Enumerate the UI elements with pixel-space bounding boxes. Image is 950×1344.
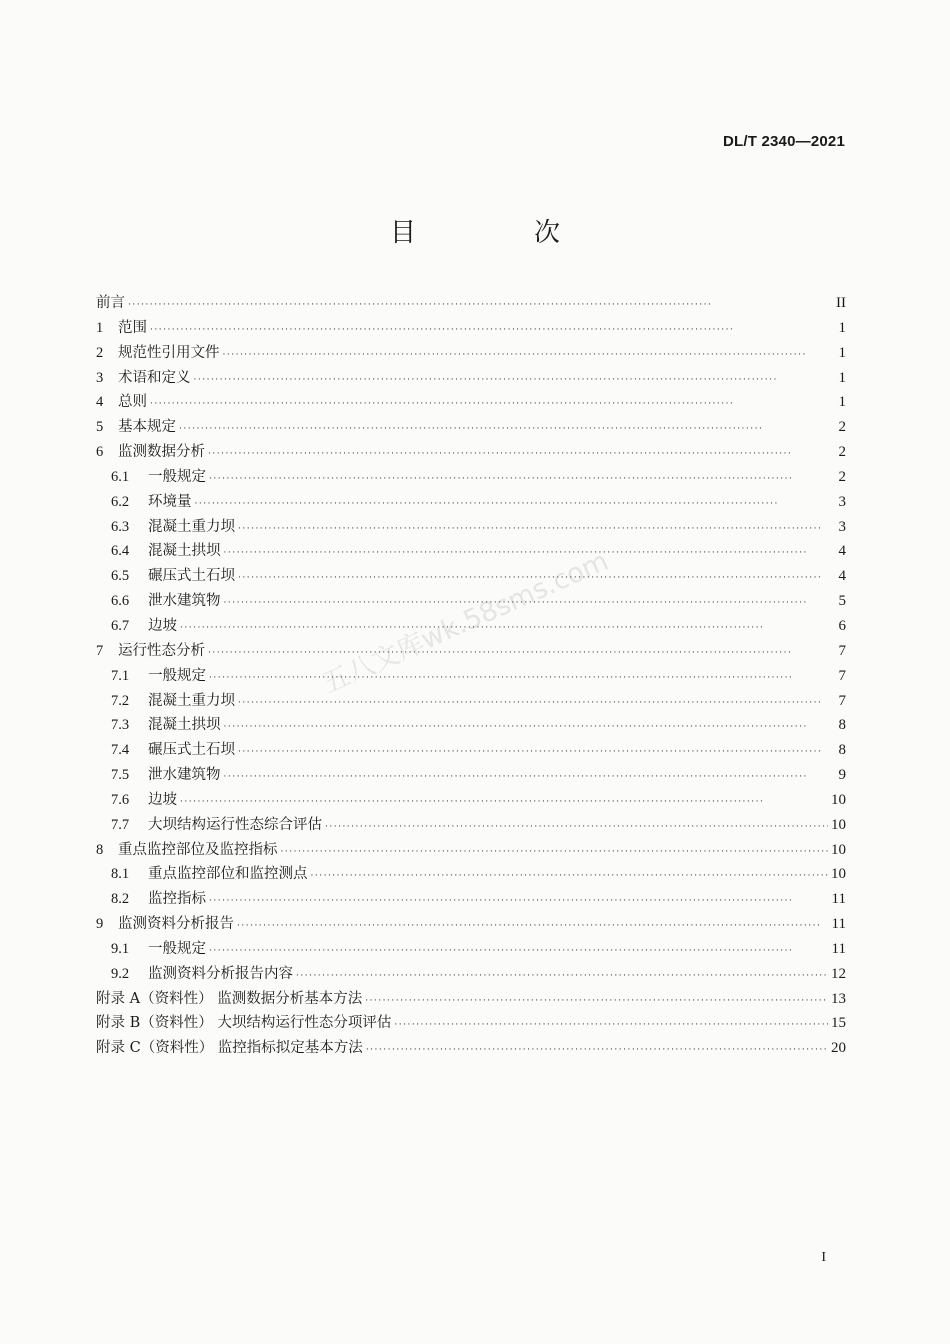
toc-entry[interactable] [96, 440, 846, 465]
toc-entry[interactable] [96, 366, 846, 391]
toc-entry-page: II [836, 295, 846, 311]
toc-entry-title: 基本规定 [118, 419, 176, 436]
toc-entry[interactable] [96, 614, 846, 639]
toc-entry-number: 8.1 [111, 866, 130, 883]
toc-entry[interactable] [96, 987, 846, 1012]
toc-entry-page: 7 [838, 692, 846, 709]
toc-entry-number: 3 [96, 369, 104, 386]
dot-leader [179, 417, 833, 442]
toc-entry-title: 监测资料分析报告内容 [148, 965, 293, 982]
toc-entry-number: 7.1 [111, 667, 130, 684]
dot-leader [224, 715, 834, 740]
toc-entry-number: 9.2 [111, 965, 130, 982]
toc-entry[interactable] [96, 316, 846, 341]
toc-entry-page: 9 [838, 767, 846, 784]
toc-entry-number: 6.1 [111, 468, 130, 485]
toc-entry-title: 环境量 [148, 493, 192, 510]
toc-entry[interactable] [96, 713, 846, 738]
dot-leader [238, 740, 833, 765]
toc-entry-number: 6.5 [111, 568, 130, 585]
toc-entry-number: 7.2 [111, 692, 130, 709]
toc-entry-title: 混凝土重力坝 [148, 518, 235, 535]
dot-leader [296, 964, 828, 989]
toc-entry-title: 术语和定义 [118, 369, 191, 386]
toc-entry[interactable] [96, 788, 846, 813]
toc-entry-title: 附录 A（资料性） 监测数据分析基本方法 [96, 990, 363, 1007]
toc-entry-page: 3 [838, 518, 846, 535]
toc-entry[interactable] [96, 912, 846, 937]
dot-leader [180, 616, 833, 641]
toc-entry-title: 运行性态分析 [118, 642, 205, 659]
toc-entry[interactable] [96, 664, 846, 689]
dot-leader [237, 914, 829, 939]
toc-entry-page: 1 [838, 344, 846, 361]
toc-entry[interactable] [96, 763, 846, 788]
toc-entry[interactable] [96, 689, 846, 714]
toc-entry-page: 2 [838, 468, 846, 485]
toc-entry[interactable] [96, 291, 846, 316]
toc-entry-number: 8.2 [111, 891, 130, 908]
dot-leader [150, 318, 833, 343]
toc-entry-page: 12 [831, 965, 846, 982]
toc-entry[interactable] [96, 962, 846, 987]
toc-entry-number: 9 [96, 916, 104, 933]
dot-leader [150, 392, 833, 417]
toc-entry-number: 6.2 [111, 493, 130, 510]
toc-entry[interactable] [96, 937, 846, 962]
toc-entry-page: 10 [831, 841, 846, 858]
toc-entry-title: 一般规定 [148, 468, 206, 485]
dot-leader [195, 492, 834, 517]
dot-leader [311, 864, 829, 889]
toc-entry[interactable] [96, 589, 846, 614]
toc-entry-title: 泄水建筑物 [148, 593, 221, 610]
dot-leader [394, 1013, 828, 1038]
toc-entry-title: 一般规定 [148, 940, 206, 957]
toc-entry-number: 7.4 [111, 742, 130, 759]
toc-entry-page: 13 [831, 990, 846, 1007]
toc-entry[interactable] [96, 1011, 846, 1036]
toc-entry[interactable] [96, 838, 846, 863]
toc-entry-title: 监控指标 [148, 891, 206, 908]
toc-entry-title: 边坡 [148, 791, 177, 808]
toc-entry-title: 前言 [96, 295, 125, 311]
dot-leader [223, 343, 834, 368]
dot-leader [209, 666, 833, 691]
dot-leader [209, 939, 829, 964]
toc-entry-page: 10 [831, 866, 846, 883]
toc-entry-number: 2 [96, 344, 104, 361]
dot-leader [209, 467, 833, 492]
toc-entry-title: 监测资料分析报告 [118, 916, 234, 933]
toc-entry-title: 混凝土重力坝 [148, 692, 235, 709]
toc-entry[interactable] [96, 1036, 846, 1061]
page-number: I [821, 1250, 826, 1265]
toc-entry-page: 10 [831, 791, 846, 808]
standard-code: DL/T 2340—2021 [722, 133, 845, 150]
watermark: 五八文库wk.58sms.com [317, 545, 614, 700]
toc-entry-number: 1 [96, 319, 104, 336]
toc-entry-number: 6.6 [111, 593, 130, 610]
dot-leader [325, 815, 828, 840]
toc-entry-number: 7.6 [111, 791, 130, 808]
toc-entry-page: 4 [838, 543, 846, 560]
dot-leader [180, 790, 828, 815]
toc-entry-page: 11 [831, 916, 846, 933]
toc-entry-page: 8 [838, 742, 846, 759]
dot-leader [194, 368, 834, 393]
toc-entry[interactable] [96, 490, 846, 515]
toc-entry-number: 7.3 [111, 717, 130, 734]
toc-entry-number: 7 [96, 642, 104, 659]
toc-entry-page: 1 [838, 394, 846, 411]
toc-entry-title: 重点监控部位及监控指标 [118, 841, 278, 858]
toc-entry-page: 2 [838, 419, 846, 436]
dot-leader [281, 840, 829, 865]
toc-entry[interactable] [96, 515, 846, 540]
toc-entry[interactable] [96, 862, 846, 887]
toc-entry-page: 15 [831, 1015, 846, 1032]
toc-entry-title: 总则 [118, 394, 147, 411]
toc-entry-page: 3 [838, 493, 846, 510]
toc-entry-page: 4 [838, 568, 846, 585]
toc-entry-number: 4 [96, 394, 104, 411]
dot-leader [365, 989, 828, 1014]
toc-entry[interactable] [96, 887, 846, 912]
toc-entry-page: 7 [838, 642, 846, 659]
toc-entry-page: 20 [831, 1040, 846, 1057]
toc-entry-number: 5 [96, 419, 104, 436]
toc-entry-page: 1 [838, 319, 846, 336]
toc-entry-number: 7.7 [111, 816, 130, 833]
dot-leader [238, 517, 833, 542]
dot-leader [208, 442, 833, 467]
toc-entry-title: 大坝结构运行性态综合评估 [148, 816, 322, 833]
toc-entry-number: 8 [96, 841, 104, 858]
toc-entry-page: 2 [838, 444, 846, 461]
dot-leader [224, 541, 834, 566]
toc-entry-title: 监测数据分析 [118, 444, 205, 461]
table-of-contents [96, 291, 846, 1061]
toc-entry-title: 范围 [118, 319, 147, 336]
dot-leader [238, 566, 833, 591]
toc-entry[interactable] [96, 539, 846, 564]
toc-entry[interactable] [96, 738, 846, 763]
toc-entry-number: 7.5 [111, 767, 130, 784]
toc-entry-number: 9.1 [111, 940, 130, 957]
dot-leader [208, 641, 833, 666]
toc-entry-title: 碾压式土石坝 [148, 742, 235, 759]
toc-entry-number: 6.4 [111, 543, 130, 560]
toc-entry-page: 5 [838, 593, 846, 610]
toc-entry-title: 规范性引用文件 [118, 344, 220, 361]
toc-entry-page: 7 [838, 667, 846, 684]
toc-entry[interactable] [96, 639, 846, 664]
toc-entry-title: 一般规定 [148, 667, 206, 684]
toc-entry-page: 1 [838, 369, 846, 386]
toc-entry-title: 碾压式土石坝 [148, 568, 235, 585]
dot-leader [224, 591, 834, 616]
toc-entry-page: 8 [838, 717, 846, 734]
toc-entry-number: 6.3 [111, 518, 130, 535]
dot-leader [128, 293, 833, 318]
toc-entry-title: 混凝土拱坝 [148, 717, 221, 734]
dot-leader [209, 889, 829, 914]
toc-entry-title: 重点监控部位和监控测点 [148, 866, 308, 883]
toc-heading: 目 次 [389, 218, 606, 248]
dot-leader [238, 691, 833, 716]
toc-entry-page: 11 [831, 891, 846, 908]
toc-entry-page: 10 [831, 816, 846, 833]
toc-entry-title: 附录 C（资料性） 监控指标拟定基本方法 [96, 1040, 363, 1057]
toc-entry[interactable] [96, 813, 846, 838]
toc-entry[interactable] [96, 415, 846, 440]
toc-entry[interactable] [96, 465, 846, 490]
toc-entry-title: 混凝土拱坝 [148, 543, 221, 560]
toc-entry-number: 6 [96, 444, 104, 461]
toc-entry-title: 泄水建筑物 [148, 767, 221, 784]
toc-entry-number: 6.7 [111, 617, 130, 634]
toc-entry[interactable] [96, 390, 846, 415]
toc-entry-title: 附录 B（资料性） 大坝结构运行性态分项评估 [96, 1015, 392, 1032]
dot-leader [224, 765, 834, 790]
toc-entry-page: 6 [838, 617, 846, 634]
toc-entry-page: 11 [831, 940, 846, 957]
toc-entry-title: 边坡 [148, 617, 177, 634]
dot-leader [366, 1038, 828, 1063]
toc-entry[interactable] [96, 341, 846, 366]
toc-entry[interactable] [96, 564, 846, 589]
